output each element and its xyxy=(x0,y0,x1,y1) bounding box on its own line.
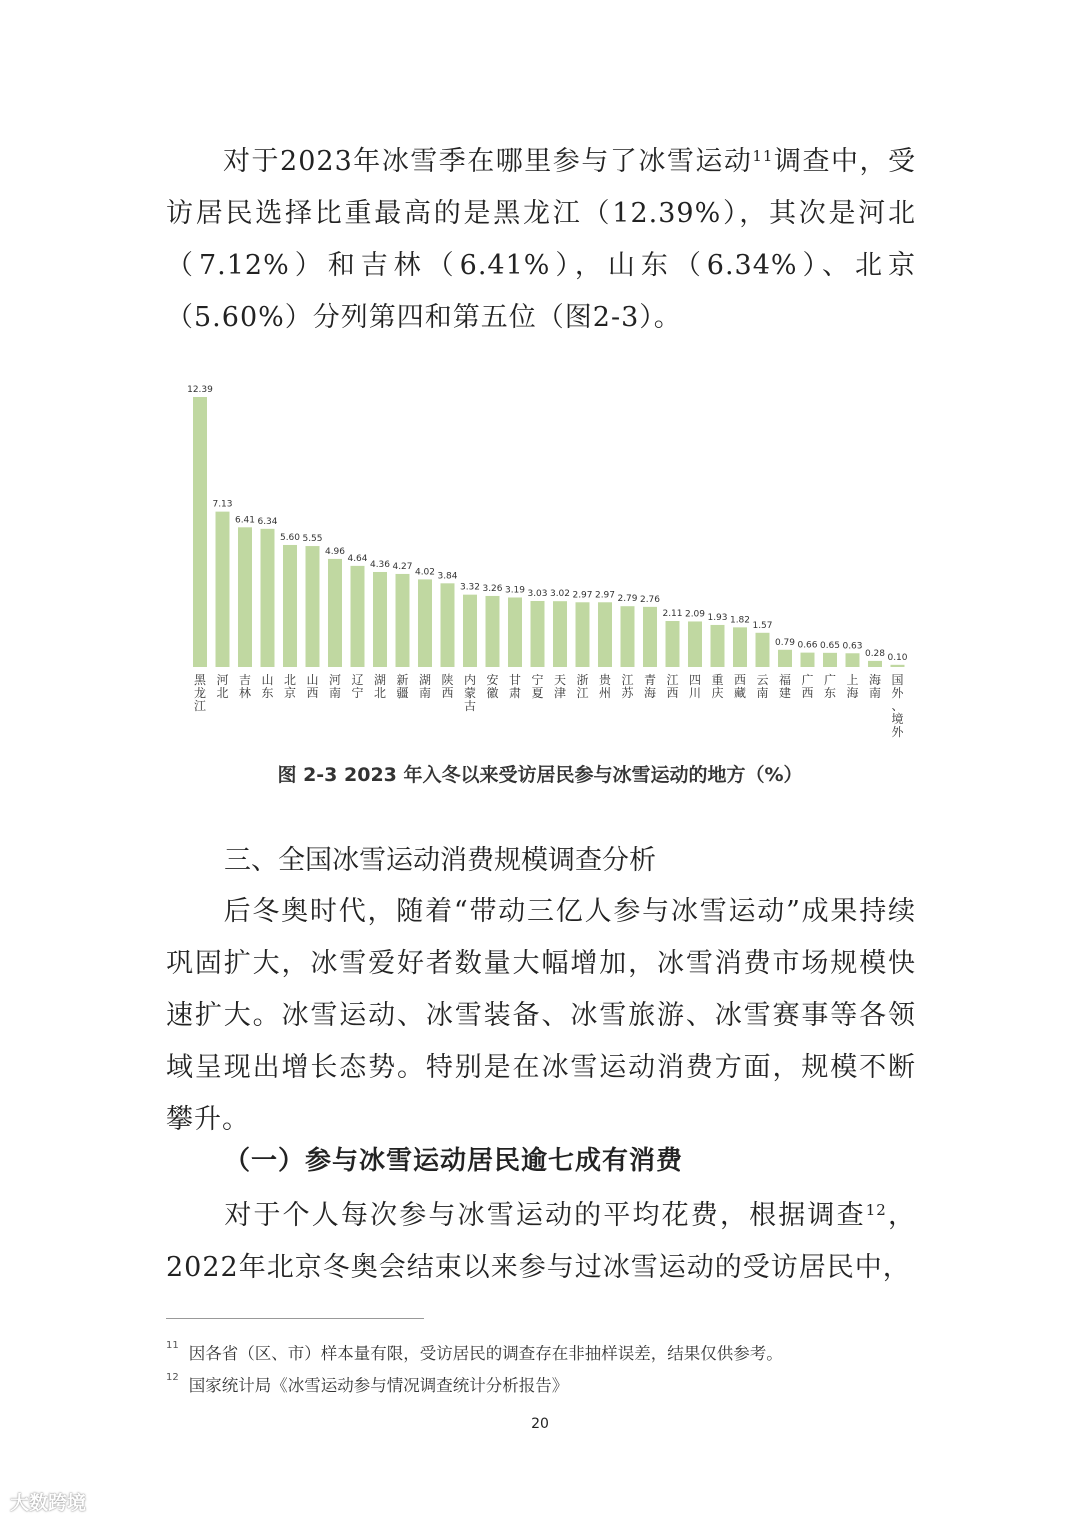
bar xyxy=(351,566,365,667)
bar xyxy=(823,653,837,667)
footnote-text: 因各省（区、市）样本量有限，受访居民的调查存在非抽样误差，结果仅供参考。 xyxy=(188,1344,783,1363)
category-label: 国外、境外 xyxy=(891,673,904,739)
category-label: 吉林 xyxy=(238,673,252,700)
category-label: 湖南 xyxy=(418,673,432,700)
data-label: 3.19 xyxy=(504,585,526,596)
bar xyxy=(486,596,500,667)
data-label: 1.57 xyxy=(752,620,773,631)
category-label: 福建 xyxy=(778,673,792,700)
bar xyxy=(531,601,545,667)
category-label: 江苏 xyxy=(621,673,634,700)
data-label: 4.64 xyxy=(347,553,368,564)
bar xyxy=(306,546,320,667)
category-label: 广西 xyxy=(801,673,814,700)
body-paragraph xyxy=(166,1190,916,1294)
bar xyxy=(711,625,725,667)
category-label: 天津 xyxy=(553,673,567,700)
category-label: 浙江 xyxy=(576,673,589,700)
category-label: 山东 xyxy=(261,673,274,700)
category-label: 河北 xyxy=(216,673,229,700)
bar xyxy=(508,597,522,667)
data-label: 3.03 xyxy=(527,588,548,599)
category-label: 内蒙古 xyxy=(463,673,477,713)
page-number: 20 xyxy=(531,1416,549,1432)
bar xyxy=(553,601,567,667)
bar xyxy=(193,397,207,667)
category-label: 辽宁 xyxy=(351,673,364,700)
bar xyxy=(441,583,455,667)
figure-caption: 图 2-3 2023 年入冬以来受访居民参与冰雪运动的地方（%） xyxy=(277,764,803,786)
bar xyxy=(846,653,860,667)
category-label: 上海 xyxy=(846,673,859,700)
footnote-number: 11 xyxy=(166,1340,179,1351)
category-label: 云南 xyxy=(756,673,769,700)
category-label: 青海 xyxy=(643,673,657,700)
category-label: 黑龙江 xyxy=(193,673,207,713)
data-label: 0.63 xyxy=(842,641,863,652)
data-label: 2.79 xyxy=(617,594,638,605)
bar xyxy=(418,579,432,667)
data-label: 4.36 xyxy=(369,559,391,570)
data-label: 2.97 xyxy=(594,590,616,601)
bar xyxy=(328,559,342,667)
bar xyxy=(868,661,882,667)
data-label: 3.32 xyxy=(459,582,481,593)
category-label: 贵州 xyxy=(598,673,612,700)
data-label: 7.13 xyxy=(212,499,233,510)
data-label: 6.34 xyxy=(257,516,278,527)
footnote-ref[interactable]: 12 xyxy=(865,1201,887,1219)
category-label: 江西 xyxy=(666,673,679,700)
data-label: 1.82 xyxy=(729,615,751,626)
data-label: 3.84 xyxy=(437,571,458,582)
data-label: 2.09 xyxy=(684,609,706,620)
section-heading: 三、全国冰雪运动消费规模调查分析 xyxy=(224,845,656,876)
footnote-number: 12 xyxy=(166,1372,179,1383)
bar xyxy=(688,621,702,667)
category-label: 湖北 xyxy=(373,673,387,700)
paragraph-text: 调查中，受访居民选择比重最高的是黑龙江（12.39%），其次是河北（7.12%）和吉林（6.41%），山东（6.34%）、北京（5.60%）分列第四和第五位（图2-3）。 xyxy=(166,146,917,333)
bar xyxy=(576,602,590,667)
bar xyxy=(261,529,275,667)
paragraph-text: 对于个人每次参与冰雪运动的平均花费，根据调查 xyxy=(224,1200,866,1231)
data-label: 2.11 xyxy=(662,609,683,620)
data-label: 0.28 xyxy=(864,648,886,659)
bar-chart xyxy=(160,360,920,750)
data-label: 4.02 xyxy=(414,567,436,578)
footnote-ref[interactable]: 11 xyxy=(752,147,774,165)
bar xyxy=(733,627,747,667)
category-label: 北京 xyxy=(283,673,297,700)
category-label: 山西 xyxy=(306,673,319,700)
bar xyxy=(238,527,252,667)
category-label: 陕西 xyxy=(441,673,454,700)
bar xyxy=(463,595,477,667)
data-label: 0.65 xyxy=(819,640,841,651)
category-label: 宁夏 xyxy=(531,673,544,700)
bar xyxy=(666,621,680,667)
data-label: 4.96 xyxy=(324,546,346,557)
subheading: （一）参与冰雪运动居民逾七成有消费 xyxy=(224,1146,684,1176)
bar xyxy=(373,572,387,667)
intro-paragraph xyxy=(166,136,916,344)
category-label: 广东 xyxy=(823,673,837,700)
data-label: 6.41 xyxy=(234,515,256,526)
bar xyxy=(778,650,792,667)
category-label: 重庆 xyxy=(711,673,724,700)
data-label: 3.02 xyxy=(549,589,571,600)
paragraph-text: 后冬奥时代，随着“带动三亿人参与冰雪运动”成果持续巩固扩大，冰雪爱好者数量大幅增加，冰雪消费市场规模快速扩大。冰雪运动、冰雪装备、冰雪旅游、冰雪赛事等各领域呈现出增长态势。特别是在冰雪运动消费方面，规模不断攀升。 xyxy=(166,896,917,1135)
watermark: 大数跨境 xyxy=(10,1492,87,1514)
data-label: 4.27 xyxy=(392,561,413,572)
bar xyxy=(801,653,815,667)
data-label: 1.93 xyxy=(707,612,728,623)
body-paragraph xyxy=(166,886,916,1146)
data-label: 5.60 xyxy=(279,532,301,543)
category-label: 河南 xyxy=(328,673,342,700)
paragraph-text: 对于2023年冰雪季在哪里参与了冰雪运动 xyxy=(223,146,753,177)
bar xyxy=(756,633,770,667)
data-label: 0.10 xyxy=(887,652,908,663)
category-label: 安徽 xyxy=(486,673,499,700)
bar xyxy=(283,545,297,667)
category-label: 甘肃 xyxy=(508,673,522,700)
data-label: 2.76 xyxy=(639,594,661,605)
data-label: 0.79 xyxy=(774,637,796,648)
category-label: 四川 xyxy=(688,673,702,700)
category-label: 新疆 xyxy=(396,673,409,700)
bar xyxy=(598,602,612,667)
data-label: 3.26 xyxy=(482,583,503,594)
footnote-divider xyxy=(166,1318,424,1319)
footnote-text: 国家统计局《冰雪运动参与情况调查统计分析报告》 xyxy=(188,1376,569,1395)
paragraph-text: ，2022年北京冬奥会结束以来参与过冰雪运动的受访居民中， xyxy=(166,1200,916,1283)
data-label: 2.97 xyxy=(572,590,593,601)
bar xyxy=(216,512,230,667)
footnote xyxy=(166,1372,568,1396)
bar xyxy=(891,665,905,667)
data-label: 0.66 xyxy=(797,640,818,651)
bar xyxy=(643,607,657,667)
bar xyxy=(621,606,635,667)
footnote xyxy=(166,1340,783,1364)
category-label: 西藏 xyxy=(733,673,747,700)
bar xyxy=(396,574,410,667)
data-label: 12.39 xyxy=(187,385,213,395)
data-label: 5.55 xyxy=(302,534,323,545)
category-label: 海南 xyxy=(868,673,882,700)
